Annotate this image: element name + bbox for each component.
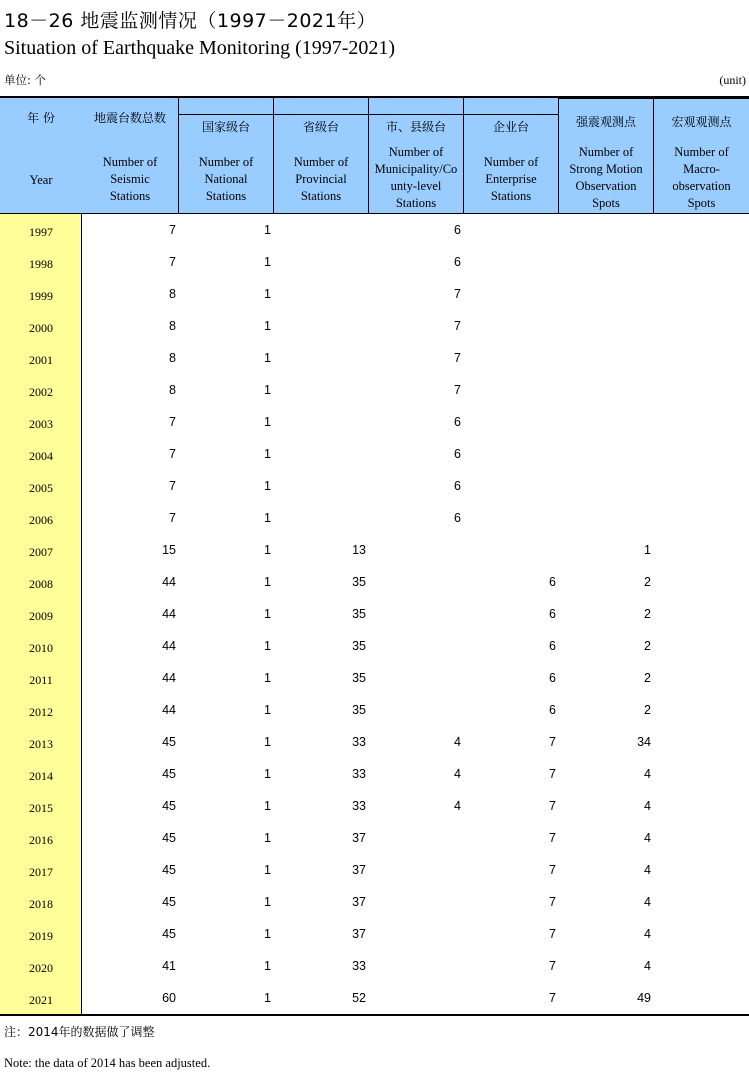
total-stations-cell: 8 (169, 383, 176, 397)
header-provincial-stations-en (274, 154, 368, 205)
header-en-line: Number of (674, 145, 729, 159)
table-row (0, 438, 749, 470)
national-stations-cell: 1 (264, 799, 271, 813)
earthquake-monitoring-table (0, 96, 749, 1016)
macro-observation-spots-cell (653, 406, 749, 438)
provincial-stations-cell (273, 342, 368, 374)
macro-observation-spots-cell (653, 694, 749, 726)
year-cell: 2012 (29, 705, 53, 719)
provincial-stations-cell (273, 502, 368, 534)
provincial-stations-cell (273, 214, 368, 246)
header-en-line: Stations (395, 196, 437, 210)
provincial-stations-cell: 35 (352, 607, 366, 621)
header-provincial-stations-cn: 省级台 (302, 120, 339, 134)
year-cell: 2011 (29, 673, 53, 687)
strong-motion-spots-cell: 2 (644, 575, 651, 589)
macro-observation-spots-cell (653, 278, 749, 310)
provincial-stations-cell: 33 (352, 799, 366, 813)
macro-observation-spots-cell (653, 630, 749, 662)
national-stations-cell: 1 (264, 959, 271, 973)
header-total-stations (82, 98, 178, 213)
macro-observation-spots-cell (653, 854, 749, 886)
year-cell: 2009 (29, 609, 53, 623)
total-stations-cell: 45 (162, 895, 176, 909)
year-cell: 2010 (29, 641, 53, 655)
strong-motion-spots-cell (558, 278, 653, 310)
year-cell: 2016 (29, 833, 53, 847)
total-stations-cell: 8 (169, 351, 176, 365)
strong-motion-spots-cell (558, 438, 653, 470)
total-stations-cell: 7 (169, 223, 176, 237)
enterprise-stations-cell: 7 (549, 927, 556, 941)
header-en-line: observation (672, 179, 731, 193)
national-stations-cell: 1 (264, 895, 271, 909)
year-cell: 2020 (29, 961, 53, 975)
macro-observation-spots-cell (653, 470, 749, 502)
provincial-stations-cell: 33 (352, 767, 366, 781)
header-en-line: National (204, 172, 248, 186)
provincial-stations-cell: 35 (352, 671, 366, 685)
enterprise-stations-cell (463, 406, 558, 438)
table-row (0, 374, 749, 406)
header-en-line: Municipality/Co (374, 162, 458, 176)
year-cell: 2006 (29, 513, 53, 527)
municipal-county-stations-cell: 4 (454, 799, 461, 813)
year-cell: 2005 (29, 481, 53, 495)
enterprise-stations-cell: 7 (549, 863, 556, 877)
enterprise-stations-cell: 7 (549, 959, 556, 973)
municipal-county-stations-cell (368, 982, 463, 1014)
strong-motion-spots-cell: 34 (637, 735, 651, 749)
enterprise-stations-cell: 6 (549, 671, 556, 685)
municipal-county-stations-cell (368, 886, 463, 918)
total-stations-cell: 41 (162, 959, 176, 973)
year-cell: 1997 (29, 225, 53, 239)
macro-observation-spots-cell (653, 566, 749, 598)
total-stations-cell: 44 (162, 575, 176, 589)
macro-observation-spots-cell (653, 310, 749, 342)
provincial-stations-cell (273, 406, 368, 438)
national-stations-cell: 1 (264, 735, 271, 749)
strong-motion-spots-cell: 4 (644, 959, 651, 973)
municipal-county-stations-cell: 4 (454, 767, 461, 781)
national-stations-cell: 1 (264, 543, 271, 557)
table-row (0, 342, 749, 374)
macro-observation-spots-cell (653, 598, 749, 630)
header-en-line: Year (29, 173, 53, 187)
municipal-county-stations-cell: 4 (454, 735, 461, 749)
header-en-line: Stations (109, 189, 151, 203)
enterprise-stations-cell (463, 470, 558, 502)
macro-observation-spots-cell (653, 982, 749, 1014)
header-en-line: Enterprise (485, 172, 537, 186)
provincial-stations-cell: 37 (352, 895, 366, 909)
year-cell: 2019 (29, 929, 53, 943)
strong-motion-spots-cell: 4 (644, 831, 651, 845)
header-en-line: Seismic (110, 172, 150, 186)
enterprise-stations-cell (463, 342, 558, 374)
unit-label-chinese: 单位: 个 (4, 73, 47, 87)
header-en-line: Stations (490, 189, 532, 203)
provincial-stations-cell: 37 (352, 863, 366, 877)
total-stations-cell: 45 (162, 799, 176, 813)
municipal-county-stations-cell: 6 (454, 255, 461, 269)
header-en-line: Number of (198, 155, 254, 169)
total-stations-cell: 60 (162, 991, 176, 1005)
header-macro-observation-spots (653, 98, 749, 213)
macro-observation-spots-cell (653, 662, 749, 694)
enterprise-stations-cell: 6 (549, 639, 556, 653)
enterprise-stations-cell (463, 374, 558, 406)
header-municipal-county-stations (368, 98, 463, 213)
municipal-county-stations-cell: 7 (454, 319, 461, 333)
enterprise-stations-cell (463, 438, 558, 470)
strong-motion-spots-cell (558, 214, 653, 246)
municipal-county-stations-cell: 6 (454, 447, 461, 461)
footnote-chinese: 注：2014年的数据做了调整 (4, 1025, 155, 1039)
header-total-stations-en (82, 154, 178, 205)
national-stations-cell: 1 (264, 671, 271, 685)
municipal-county-stations-cell: 6 (454, 479, 461, 493)
header-en-line: Stations (300, 189, 342, 203)
header-en-line: Number of (102, 155, 158, 169)
provincial-stations-cell: 33 (352, 959, 366, 973)
strong-motion-spots-cell (558, 310, 653, 342)
enterprise-stations-cell: 6 (549, 703, 556, 717)
header-en-line: Number of (388, 145, 444, 159)
national-stations-cell: 1 (264, 383, 271, 397)
provincial-stations-cell (273, 470, 368, 502)
header-en-line: Provincial (295, 172, 347, 186)
year-cell: 2001 (29, 353, 53, 367)
municipal-county-stations-cell (368, 566, 463, 598)
header-municipal-county-stations-cn: 市、县级台 (385, 120, 446, 134)
table-row (0, 630, 749, 662)
total-stations-cell: 44 (162, 671, 176, 685)
table-row (0, 278, 749, 310)
total-stations-cell: 7 (169, 511, 176, 525)
municipal-county-stations-cell (368, 630, 463, 662)
unit-label-english: (unit) (719, 73, 746, 87)
national-stations-cell: 1 (264, 703, 271, 717)
table-row (0, 310, 749, 342)
year-cell: 1998 (29, 257, 53, 271)
municipal-county-stations-cell: 7 (454, 351, 461, 365)
year-cell: 2008 (29, 577, 53, 591)
header-en-line: Number of (483, 155, 539, 169)
municipal-county-stations-cell: 6 (454, 511, 461, 525)
macro-observation-spots-cell (653, 822, 749, 854)
enterprise-stations-cell: 7 (549, 735, 556, 749)
enterprise-stations-cell: 7 (549, 895, 556, 909)
strong-motion-spots-cell (558, 374, 653, 406)
municipal-county-stations-cell: 7 (454, 287, 461, 301)
total-stations-cell: 7 (169, 415, 176, 429)
national-stations-cell: 1 (264, 255, 271, 269)
total-stations-cell: 8 (169, 319, 176, 333)
strong-motion-spots-cell (558, 342, 653, 374)
header-enterprise-stations-cn: 企业台 (492, 120, 529, 134)
enterprise-stations-cell (463, 502, 558, 534)
provincial-stations-cell (273, 278, 368, 310)
enterprise-stations-cell (463, 534, 558, 566)
header-en-line: Stations (205, 189, 247, 203)
header-en-line: Number of (578, 145, 634, 159)
strong-motion-spots-cell (558, 502, 653, 534)
table-row (0, 694, 749, 726)
national-stations-cell: 1 (264, 863, 271, 877)
table-row (0, 758, 749, 790)
national-stations-cell: 1 (264, 351, 271, 365)
municipal-county-stations-cell (368, 694, 463, 726)
year-cell: 2021 (29, 993, 53, 1007)
total-stations-cell: 15 (162, 543, 176, 557)
macro-observation-spots-cell (653, 214, 749, 246)
macro-observation-spots-cell (653, 950, 749, 982)
year-cell: 2002 (29, 385, 53, 399)
table-row (0, 214, 749, 246)
enterprise-stations-cell (463, 278, 558, 310)
macro-observation-spots-cell (653, 918, 749, 950)
year-cell: 2015 (29, 801, 53, 815)
table-row (0, 726, 749, 758)
macro-observation-spots-cell (653, 790, 749, 822)
year-cell: 2013 (29, 737, 53, 751)
enterprise-stations-cell: 7 (549, 991, 556, 1005)
provincial-stations-cell: 37 (352, 927, 366, 941)
provincial-stations-cell (273, 374, 368, 406)
enterprise-stations-cell: 7 (549, 831, 556, 845)
total-stations-cell: 45 (162, 735, 176, 749)
total-stations-cell: 7 (169, 447, 176, 461)
table-row (0, 822, 749, 854)
table-row (0, 790, 749, 822)
municipal-county-stations-cell (368, 854, 463, 886)
municipal-county-stations-cell (368, 534, 463, 566)
table-row (0, 950, 749, 982)
national-stations-cell: 1 (264, 927, 271, 941)
table-header (0, 96, 749, 214)
national-stations-cell: 1 (264, 511, 271, 525)
strong-motion-spots-cell: 2 (644, 639, 651, 653)
national-stations-cell: 1 (264, 831, 271, 845)
macro-observation-spots-cell (653, 502, 749, 534)
total-stations-cell: 45 (162, 831, 176, 845)
year-cell: 2004 (29, 449, 53, 463)
header-strong-motion-spots-en (559, 144, 653, 212)
header-enterprise-stations-en (464, 154, 558, 205)
strong-motion-spots-cell: 4 (644, 927, 651, 941)
header-national-stations-cn: 国家级台 (201, 120, 250, 134)
page-title-chinese: 18－26 地震监测情况（1997－2021年） (4, 10, 377, 32)
header-macro-observation-spots-cn: 宏观观测点 (671, 115, 732, 129)
enterprise-stations-cell: 6 (549, 607, 556, 621)
provincial-stations-cell: 35 (352, 639, 366, 653)
header-enterprise-stations (463, 98, 558, 213)
header-national-stations-en (179, 154, 273, 205)
municipal-county-stations-cell (368, 950, 463, 982)
national-stations-cell: 1 (264, 575, 271, 589)
strong-motion-spots-cell: 2 (644, 607, 651, 621)
year-cell: 2000 (29, 321, 53, 335)
municipal-county-stations-cell: 7 (454, 383, 461, 397)
footnote-english: Note: the data of 2014 has been adjusted. (4, 1056, 211, 1070)
header-national-stations (178, 98, 273, 213)
table-row (0, 246, 749, 278)
strong-motion-spots-cell: 4 (644, 895, 651, 909)
header-strong-motion-spots-cn: 强震观测点 (575, 115, 636, 129)
municipal-county-stations-cell: 6 (454, 223, 461, 237)
table-bottom-rule (0, 1014, 749, 1016)
table-body (0, 214, 749, 1014)
table-row (0, 918, 749, 950)
strong-motion-spots-cell: 4 (644, 799, 651, 813)
municipal-county-stations-cell (368, 822, 463, 854)
page-title-english: Situation of Earthquake Monitoring (1997-2021) (4, 37, 396, 59)
total-stations-cell: 8 (169, 287, 176, 301)
table-row (0, 982, 749, 1014)
provincial-stations-cell: 37 (352, 831, 366, 845)
macro-observation-spots-cell (653, 342, 749, 374)
national-stations-cell: 1 (264, 447, 271, 461)
table-row (0, 854, 749, 886)
table-row (0, 566, 749, 598)
total-stations-cell: 7 (169, 479, 176, 493)
strong-motion-spots-cell (558, 406, 653, 438)
header-total-stations-cn: 地震台数总数 (93, 111, 166, 125)
year-cell: 2017 (29, 865, 53, 879)
total-stations-cell: 44 (162, 639, 176, 653)
total-stations-cell: 45 (162, 767, 176, 781)
table-row (0, 470, 749, 502)
header-municipal-county-stations-en (369, 144, 463, 212)
total-stations-cell: 7 (169, 255, 176, 269)
provincial-stations-cell: 13 (352, 543, 366, 557)
strong-motion-spots-cell: 4 (644, 863, 651, 877)
strong-motion-spots-cell: 1 (644, 543, 651, 557)
strong-motion-spots-cell: 49 (637, 991, 651, 1005)
strong-motion-spots-cell (558, 470, 653, 502)
national-stations-cell: 1 (264, 319, 271, 333)
macro-observation-spots-cell (653, 534, 749, 566)
provincial-stations-cell: 52 (352, 991, 366, 1005)
national-stations-cell: 1 (264, 607, 271, 621)
total-stations-cell: 45 (162, 927, 176, 941)
macro-observation-spots-cell (653, 758, 749, 790)
enterprise-stations-cell (463, 246, 558, 278)
macro-observation-spots-cell (653, 886, 749, 918)
macro-observation-spots-cell (653, 374, 749, 406)
provincial-stations-cell: 35 (352, 703, 366, 717)
national-stations-cell: 1 (264, 479, 271, 493)
enterprise-stations-cell (463, 214, 558, 246)
header-macro-observation-spots-en (654, 144, 749, 212)
national-stations-cell: 1 (264, 767, 271, 781)
strong-motion-spots-cell: 4 (644, 767, 651, 781)
provincial-stations-cell (273, 310, 368, 342)
macro-observation-spots-cell (653, 726, 749, 758)
municipal-county-stations-cell: 6 (454, 415, 461, 429)
total-stations-cell: 45 (162, 863, 176, 877)
header-en-line: Observation (575, 179, 637, 193)
municipal-county-stations-cell (368, 662, 463, 694)
total-stations-cell: 44 (162, 607, 176, 621)
table-row (0, 534, 749, 566)
national-stations-cell: 1 (264, 991, 271, 1005)
year-cell: 2014 (29, 769, 53, 783)
enterprise-stations-cell: 7 (549, 799, 556, 813)
header-year (0, 98, 82, 213)
table-row (0, 886, 749, 918)
table-row (0, 502, 749, 534)
year-cell: 2007 (29, 545, 53, 559)
header-en-line: Number of (293, 155, 349, 169)
municipal-county-stations-cell (368, 918, 463, 950)
header-strong-motion-spots (558, 98, 653, 213)
table-row (0, 406, 749, 438)
year-cell: 2003 (29, 417, 53, 431)
provincial-stations-cell (273, 246, 368, 278)
national-stations-cell: 1 (264, 287, 271, 301)
national-stations-cell: 1 (264, 415, 271, 429)
provincial-stations-cell (273, 438, 368, 470)
enterprise-stations-cell: 6 (549, 575, 556, 589)
provincial-stations-cell: 33 (352, 735, 366, 749)
header-year-en (0, 172, 82, 189)
national-stations-cell: 1 (264, 639, 271, 653)
enterprise-stations-cell: 7 (549, 767, 556, 781)
strong-motion-spots-cell: 2 (644, 703, 651, 717)
macro-observation-spots-cell (653, 246, 749, 278)
macro-observation-spots-cell (653, 438, 749, 470)
header-en-line: Spots (687, 196, 716, 210)
header-en-line: Strong Motion (569, 162, 643, 176)
year-cell: 2018 (29, 897, 53, 911)
total-stations-cell: 44 (162, 703, 176, 717)
national-stations-cell: 1 (264, 223, 271, 237)
header-en-line: unty-level (390, 179, 442, 193)
enterprise-stations-cell (463, 310, 558, 342)
provincial-stations-cell: 35 (352, 575, 366, 589)
municipal-county-stations-cell (368, 598, 463, 630)
strong-motion-spots-cell (558, 246, 653, 278)
strong-motion-spots-cell: 2 (644, 671, 651, 685)
year-cell: 1999 (29, 289, 53, 303)
header-provincial-stations (273, 98, 368, 213)
header-year-cn: 年 份 (27, 111, 55, 125)
header-en-line: Macro- (683, 162, 720, 176)
table-row (0, 662, 749, 694)
header-en-line: Spots (592, 196, 620, 210)
table-row (0, 598, 749, 630)
